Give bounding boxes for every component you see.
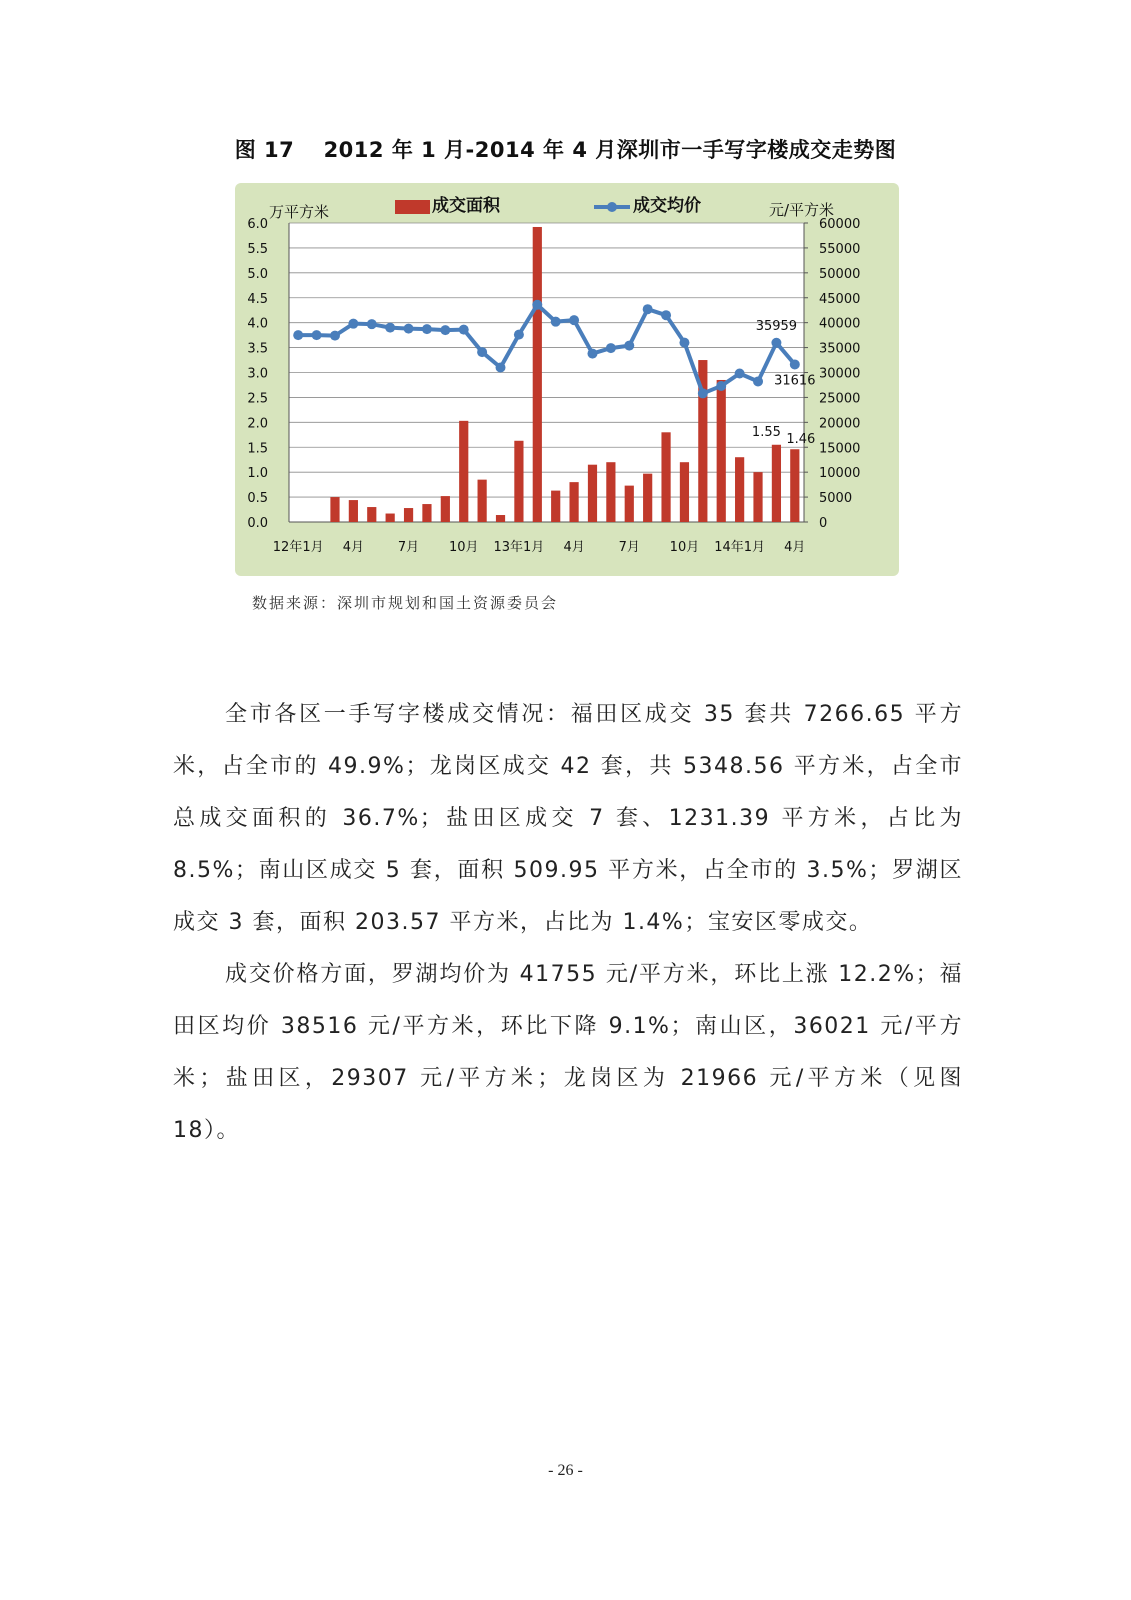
bar-area [790, 449, 799, 522]
left-tick-label: 4.5 [247, 291, 268, 307]
x-tick-label: 7月 [618, 540, 640, 555]
price-point [587, 349, 597, 359]
price-point [312, 330, 322, 340]
price-point [404, 324, 414, 334]
right-tick-label: 35000 [819, 341, 861, 357]
price-point [367, 319, 377, 329]
right-tick-label: 10000 [819, 466, 861, 482]
left-tick-label: 0.5 [247, 491, 268, 507]
bar-area [496, 515, 505, 522]
data-label: 31616 [774, 373, 816, 389]
page-number: - 26 - [548, 1462, 583, 1479]
price-point [440, 325, 450, 335]
legend-bar-label: 成交面积 [432, 196, 500, 216]
x-tick-label: 10月 [669, 540, 700, 555]
price-point [569, 315, 579, 325]
left-tick-label: 0.0 [247, 516, 268, 531]
right-tick-label: 55000 [819, 241, 861, 257]
right-tick-label: 40000 [819, 316, 861, 332]
left-tick-label: 1.5 [247, 441, 268, 457]
right-tick-label: 30000 [819, 366, 861, 382]
price-point [698, 388, 708, 398]
price-point [459, 325, 469, 335]
bar-area [588, 465, 597, 522]
price-point [735, 368, 745, 378]
combo-chart [235, 183, 899, 576]
paragraph-district-volume: 全市各区一手写字楼成交情况：福田区成交 35 套共 7266.65 平方米，占全市的 49.9%；龙岗区成交 42 套，共 5348.56 平方米，占全市总成交面积的 36.7%；盐田区成交 7 套、1231.39 平方米，占比为 8.5%；南山区成交 5 套，面积 509.95 平方米，占全市的 3.5%；罗湖区成交 3 套，面积 203.57 平方米，占比为 1.4%；宝安区零成交。 [173, 702, 963, 935]
left-tick-label: 2.5 [247, 391, 268, 407]
bar-area [735, 457, 744, 522]
right-tick-label: 20000 [819, 416, 861, 432]
price-point [606, 343, 616, 353]
bar-area [533, 227, 542, 522]
price-point [532, 300, 542, 310]
right-tick-label: 60000 [819, 217, 861, 232]
bar-area [680, 462, 689, 522]
price-point [753, 376, 763, 386]
bar-area [478, 480, 487, 522]
left-tick-label: 3.5 [247, 341, 268, 357]
bar-area [367, 507, 376, 522]
price-point [348, 319, 358, 329]
x-tick-label: 4月 [784, 540, 806, 555]
legend-bar-swatch [395, 200, 430, 214]
data-label: 1.46 [786, 432, 816, 448]
bar-area [606, 462, 615, 522]
left-tick-label: 5.5 [247, 241, 268, 257]
price-point [643, 304, 653, 314]
bar-area [441, 496, 450, 522]
figure-title: 图 17 2012 年 1 月-2014 年 4 月深圳市一手写字楼成交走势图 [234, 138, 897, 162]
bar-area [772, 445, 781, 522]
x-tick-label: 14年1月 [714, 540, 766, 555]
bar-area [643, 474, 652, 522]
bar-area [551, 491, 560, 522]
price-point [790, 359, 800, 369]
paragraph-district-price: 成交价格方面，罗湖均价为 41755 元/平方米，环比上涨 12.2%；福田区均价 38516 元/平方米，环比下降 9.1%；南山区，36021 元/平方米；盐田区，29307 元/平方米；龙岗区为 21966 元/平方米（见图 18）。 [173, 962, 963, 1143]
x-tick-label: 13年1月 [493, 540, 545, 555]
legend-line-label: 成交均价 [633, 196, 701, 216]
price-point [330, 331, 340, 341]
price-point [716, 381, 726, 391]
bar-area [717, 380, 726, 522]
bar-area [514, 441, 523, 522]
x-tick-label: 12年1月 [272, 540, 324, 555]
left-tick-label: 3.0 [247, 366, 268, 382]
data-source: 数据来源：深圳市规划和国土资源委员会 [252, 594, 559, 612]
left-tick-label: 4.0 [247, 316, 268, 332]
price-point [771, 338, 781, 348]
price-point [624, 341, 634, 351]
bar-area [330, 497, 339, 522]
right-tick-label: 5000 [819, 491, 853, 507]
bar-area [661, 432, 670, 522]
bar-area [459, 421, 468, 522]
bar-area [422, 504, 431, 522]
bar-area [386, 514, 395, 522]
right-tick-label: 45000 [819, 291, 861, 307]
bar-area [349, 500, 358, 522]
price-point [679, 338, 689, 348]
right-tick-label: 50000 [819, 266, 861, 282]
left-tick-label: 2.0 [247, 416, 268, 432]
data-label: 35959 [755, 318, 798, 334]
price-point [496, 363, 506, 373]
bar-area [569, 482, 578, 522]
x-tick-label: 10月 [448, 540, 479, 555]
price-point [661, 310, 671, 320]
x-tick-label: 7月 [397, 540, 420, 555]
bar-area [753, 472, 762, 522]
left-axis-unit: 万平方米 [269, 203, 330, 221]
price-point [514, 330, 524, 340]
right-axis-unit: 元/平方米 [769, 201, 835, 219]
left-tick-label: 1.0 [247, 466, 268, 482]
bar-area [404, 508, 413, 522]
right-tick-label: 0 [819, 516, 828, 531]
price-point [293, 330, 303, 340]
price-point [551, 317, 561, 327]
right-tick-label: 15000 [819, 441, 861, 457]
right-tick-label: 25000 [819, 391, 861, 407]
price-point [477, 347, 487, 357]
x-tick-label: 4月 [563, 540, 585, 555]
legend-line-marker [607, 202, 617, 212]
data-label: 1.55 [751, 424, 781, 440]
bar-area [625, 486, 634, 522]
price-point [422, 324, 432, 334]
chart-container [235, 183, 899, 576]
left-tick-label: 6.0 [247, 217, 268, 232]
price-point [385, 323, 395, 333]
x-tick-label: 4月 [342, 540, 365, 555]
left-tick-label: 5.0 [247, 266, 268, 282]
